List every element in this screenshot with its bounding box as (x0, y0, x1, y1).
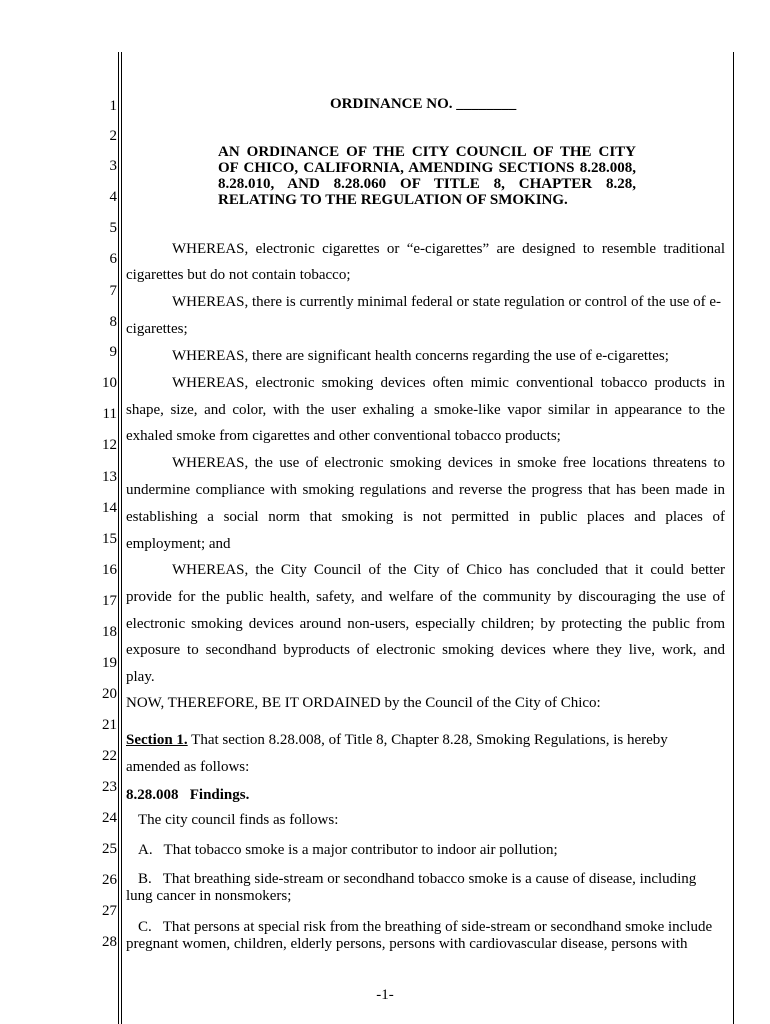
line-number: 5 (109, 220, 117, 236)
line-number: 11 (102, 406, 117, 422)
line-number: 7 (109, 283, 117, 299)
line-number: 9 (109, 344, 117, 360)
caption-line: 8.28.010, AND 8.28.060 OF TITLE 8, CHAPTER 8.28, (218, 176, 636, 192)
section-1-cont: amended as follows: (126, 759, 250, 775)
whereas-clause-4-cont: exhaled smoke from cigarettes and other conventional tobacco products; (126, 428, 561, 444)
line-number: 24 (102, 810, 117, 826)
line-number: 15 (102, 531, 117, 547)
line-number: 17 (102, 593, 117, 609)
left-margin-rule-outer (118, 52, 119, 1024)
line-number: 3 (109, 158, 117, 174)
whereas-clause-5-cont: undermine compliance with smoking regulations and reverse the progress that has been made in (126, 482, 725, 498)
line-number: 16 (102, 562, 117, 578)
whereas-clause-1-cont: cigarettes but do not contain tobacco; (126, 267, 351, 283)
whereas-clause-6-cont: play. (126, 669, 155, 685)
line-number: 26 (102, 872, 117, 888)
line-number: 1 (109, 98, 117, 114)
finding-item-c-cont: pregnant women, children, elderly persons, persons with cardiovascular disease, persons with (126, 936, 688, 952)
section-1-label: Section 1. (126, 732, 188, 748)
left-margin-rule-inner (121, 52, 122, 1024)
caption-line: RELATING TO THE REGULATION OF SMOKING. (218, 192, 568, 208)
findings-intro: The city council finds as follows: (138, 812, 339, 828)
line-number: 23 (102, 779, 117, 795)
whereas-clause-2: WHEREAS, there is currently minimal federal or state regulation or control of the use of e- (172, 294, 721, 310)
line-number: 13 (102, 469, 117, 485)
whereas-clause-4: WHEREAS, electronic smoking devices often mimic conventional tobacco products in (172, 375, 725, 391)
whereas-clause-5-cont: establishing a social norm that smoking is not permitted in public places and places of (126, 509, 725, 525)
page-number: -1- (376, 987, 394, 1003)
line-number: 20 (102, 686, 117, 702)
now-therefore-clause: NOW, THEREFORE, BE IT ORDAINED by the Council of the City of Chico: (126, 695, 601, 711)
line-number: 6 (109, 251, 117, 267)
finding-item-b: B. That breathing side-stream or secondhand tobacco smoke is a cause of disease, including (138, 871, 697, 887)
section-1-paragraph (126, 731, 668, 749)
finding-item-c: C. That persons at special risk from the breathing of side-stream or secondhand smoke include (138, 919, 713, 935)
line-number: 25 (102, 841, 117, 857)
whereas-clause-5: WHEREAS, the use of electronic smoking devices in smoke free locations threatens to (172, 455, 725, 471)
whereas-clause-4-cont: shape, size, and color, with the user exhaling a smoke-like vapor similar in appearance to the (126, 402, 725, 418)
line-number: 10 (102, 375, 117, 391)
findings-heading: 8.28.008 Findings. (126, 787, 250, 803)
caption-line: AN ORDINANCE OF THE CITY COUNCIL OF THE CITY (218, 144, 636, 160)
line-number: 22 (102, 748, 117, 764)
whereas-clause-6: WHEREAS, the City Council of the City of Chico has concluded that it could better (172, 562, 725, 578)
whereas-clause-6-cont: provide for the public health, safety, and welfare of the community by discouraging the use of (126, 589, 725, 605)
whereas-clause-6-cont: exposure to secondhand byproducts of electronic smoking devices where they live, work, and (126, 642, 725, 658)
whereas-clause-2-cont: cigarettes; (126, 321, 188, 337)
line-number: 4 (109, 189, 117, 205)
line-number: 8 (109, 314, 117, 330)
line-number: 12 (102, 437, 117, 453)
finding-item-b-cont: lung cancer in nonsmokers; (126, 888, 292, 904)
line-number: 28 (102, 934, 117, 950)
right-margin-rule (733, 52, 734, 1024)
caption-line: OF CHICO, CALIFORNIA, AMENDING SECTIONS 8.28.008, (218, 160, 636, 176)
line-number: 21 (102, 717, 117, 733)
finding-item-a: A. That tobacco smoke is a major contributor to indoor air pollution; (138, 842, 558, 858)
whereas-clause-3: WHEREAS, there are significant health concerns regarding the use of e-cigarettes; (172, 348, 669, 364)
section-1-text: That section 8.28.008, of Title 8, Chapter 8.28, Smoking Regulations, is hereby (187, 732, 668, 748)
line-number: 19 (102, 655, 117, 671)
whereas-clause-1: WHEREAS, electronic cigarettes or “e-cigarettes” are designed to resemble traditional (172, 241, 725, 257)
whereas-clause-6-cont: electronic smoking devices around non-users, especially children; by protecting the public from (126, 616, 725, 632)
line-number: 18 (102, 624, 117, 640)
line-number: 2 (109, 128, 117, 144)
ordinance-title: ORDINANCE NO. ________ (330, 96, 517, 112)
whereas-clause-5-cont: employment; and (126, 536, 231, 552)
line-number: 27 (102, 903, 117, 919)
line-number: 14 (102, 500, 117, 516)
